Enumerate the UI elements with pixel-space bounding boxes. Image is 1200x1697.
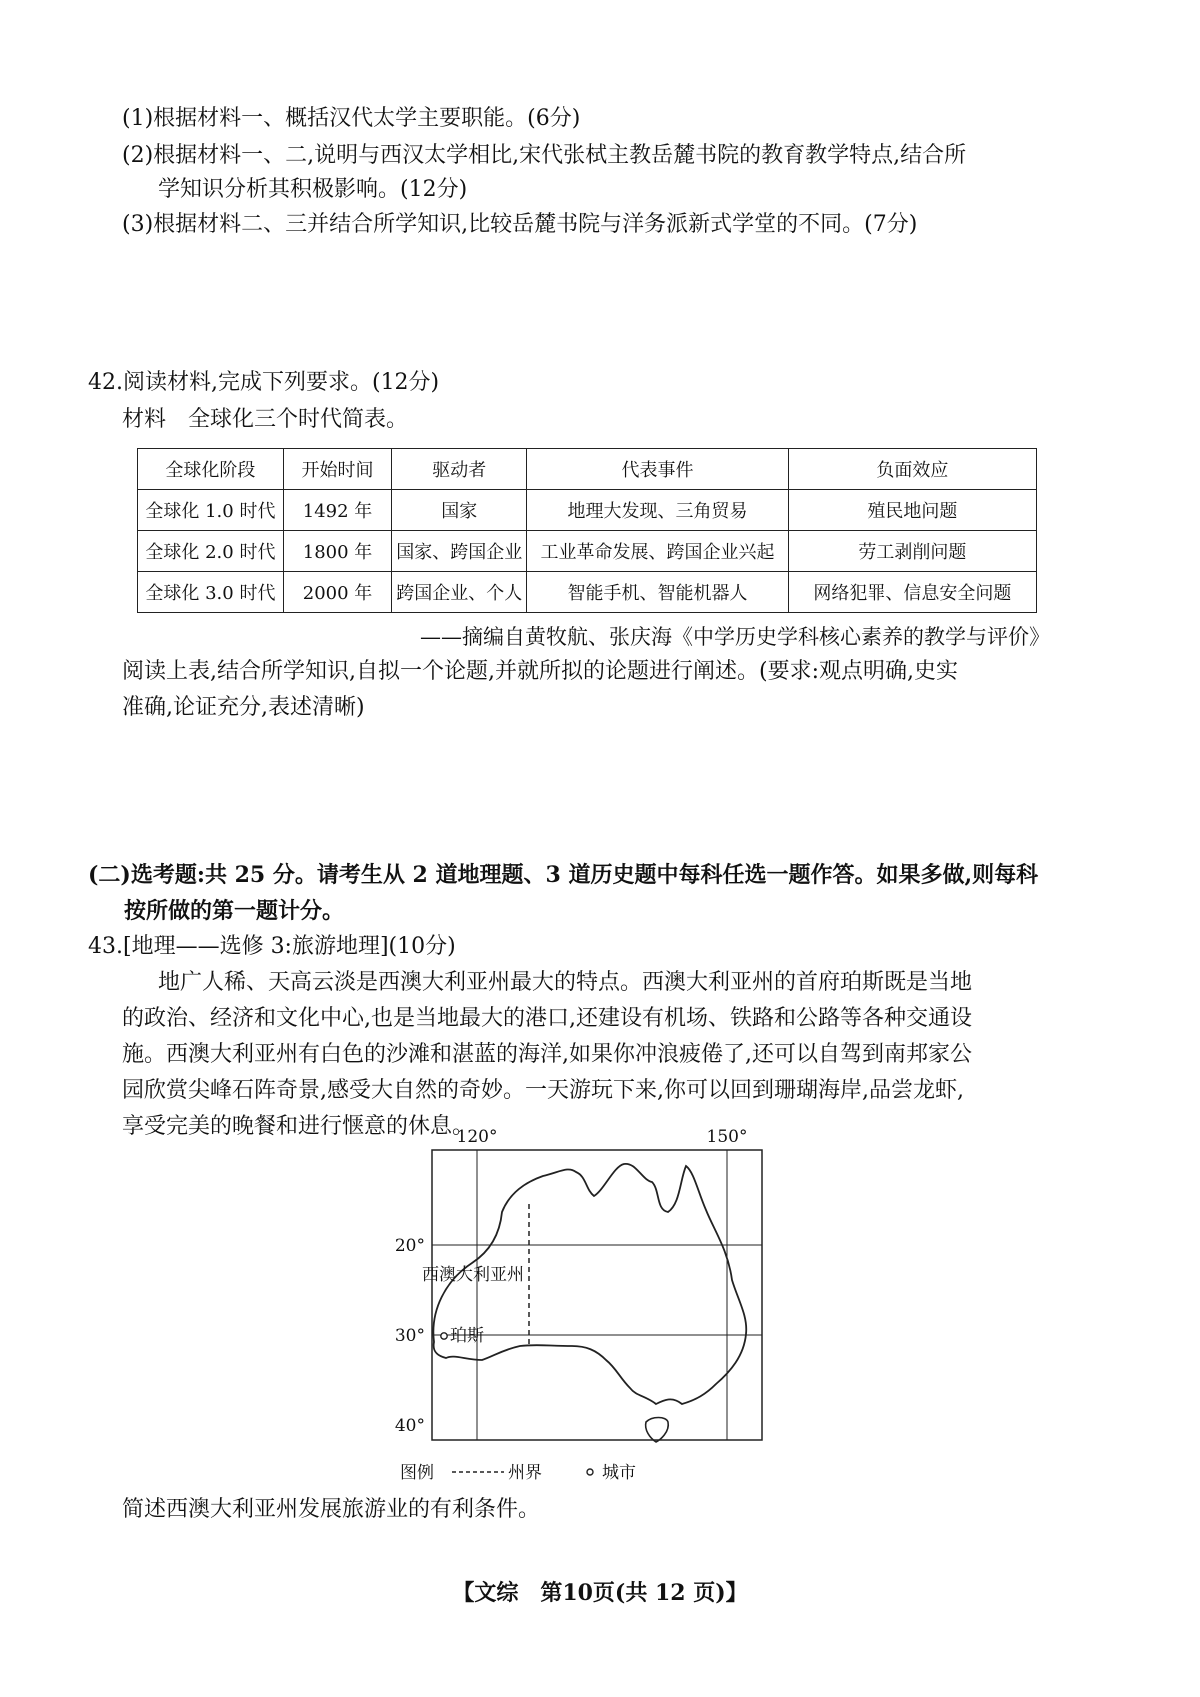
q42-requirement-1: 阅读上表,结合所学知识,自拟一个论题,并就所拟的论题进行阐述。(要求:观点明确,史实 — [122, 659, 958, 684]
q43-paragraph-line: 地广人稀、天高云淡是西澳大利亚州最大的特点。西澳大利亚州的首府珀斯既是当地 — [158, 970, 973, 995]
section2-intro: (二)选考题:共 25 分。请考生从 2 道地理题、3 道历史题中每科任选一题作答。如果多做,则每科 — [88, 862, 1039, 888]
legend-city-sample — [587, 1469, 593, 1475]
table-header-cell: 驱动者 — [392, 449, 527, 490]
table-header-cell: 负面效应 — [788, 449, 1036, 490]
q43-paragraph-line: 园欣赏尖峰石阵奇景,感受大自然的奇妙。一天游玩下来,你可以回到珊瑚海岸,品尝龙虾, — [122, 1078, 964, 1103]
table-cell: 1492 年 — [283, 490, 391, 531]
table-cell: 劳工剥削问题 — [788, 531, 1036, 572]
table-cell: 全球化 3.0 时代 — [138, 572, 284, 613]
table-header-cell: 代表事件 — [527, 449, 789, 490]
australia-map — [380, 1120, 800, 1490]
table-header-cell: 全球化阶段 — [138, 449, 284, 490]
lat-label-30: 30° — [394, 1326, 425, 1346]
lon-label-150: 150° — [706, 1127, 748, 1147]
table-cell: 国家 — [392, 490, 527, 531]
table-cell: 国家、跨国企业 — [392, 531, 527, 572]
table-cell: 全球化 2.0 时代 — [138, 531, 284, 572]
q41-sub2: (2)根据材料一、二,说明与西汉太学相比,宋代张栻主教岳麓书院的教育教学特点,结合所 — [122, 143, 967, 168]
lat-label-20: 20° — [394, 1236, 425, 1256]
section2-intro-cont: 按所做的第一题计分。 — [124, 898, 345, 924]
table-cell: 全球化 1.0 时代 — [138, 490, 284, 531]
page-footer: 【文综 第10页(共 12 页)】 — [452, 1580, 748, 1606]
q42-requirement-2: 准确,论证充分,表述清晰) — [122, 695, 365, 720]
table-row — [138, 531, 1037, 572]
lat-label-40: 40° — [394, 1416, 425, 1436]
lon-label-120: 120° — [456, 1127, 498, 1147]
q42-source: ——摘编自黄牧航、张庆海《中学历史学科核心素养的教学与评价》 — [420, 625, 1050, 649]
table-cell: 跨国企业、个人 — [392, 572, 527, 613]
city-marker-perth — [441, 1333, 447, 1339]
table-cell: 殖民地问题 — [788, 490, 1036, 531]
q43-paragraph-line: 施。西澳大利亚州有白色的沙滩和湛蓝的海洋,如果你冲浪疲倦了,还可以自驾到南邦家公 — [122, 1042, 972, 1067]
legend-title: 图例 — [400, 1463, 434, 1483]
q41-sub2-cont: 学知识分析其积极影响。(12分) — [158, 177, 468, 202]
table-cell: 网络犯罪、信息安全问题 — [788, 572, 1036, 613]
q43-paragraph-line: 享受完美的晚餐和进行惬意的休息。 — [122, 1114, 475, 1139]
table-header-row — [138, 449, 1037, 490]
tasmania — [646, 1418, 669, 1443]
table-row — [138, 572, 1037, 613]
q41-sub3: (3)根据材料二、三并结合所学知识,比较岳麓书院与洋务派新式学堂的不同。(7分) — [122, 212, 918, 237]
table-row — [138, 490, 1037, 531]
state-label: 西澳大利亚州 — [422, 1265, 524, 1285]
legend-border-label: 州界 — [508, 1463, 542, 1483]
q43-title: 43.[地理——选修 3:旅游地理](10分) — [88, 934, 456, 959]
table-cell: 智能手机、智能机器人 — [527, 572, 789, 613]
table-cell: 1800 年 — [283, 531, 391, 572]
q43-paragraph-line: 的政治、经济和文化中心,也是当地最大的港口,还建设有机场、铁路和公路等各种交通设 — [122, 1006, 972, 1031]
table-cell: 工业革命发展、跨国企业兴起 — [527, 531, 789, 572]
q42-title: 42.阅读材料,完成下列要求。(12分) — [88, 370, 440, 395]
q41-sub1: (1)根据材料一、概括汉代太学主要职能。(6分) — [122, 106, 581, 131]
table-cell: 2000 年 — [283, 572, 391, 613]
city-label-perth: 珀斯 — [450, 1326, 484, 1346]
legend-city-label: 城市 — [602, 1463, 636, 1483]
table-header-cell: 开始时间 — [283, 449, 391, 490]
table-cell: 地理大发现、三角贸易 — [527, 490, 789, 531]
q42-material-intro: 材料 全球化三个时代简表。 — [122, 407, 409, 432]
q43-question: 简述西澳大利亚州发展旅游业的有利条件。 — [122, 1497, 541, 1522]
globalization-table — [137, 448, 1037, 613]
